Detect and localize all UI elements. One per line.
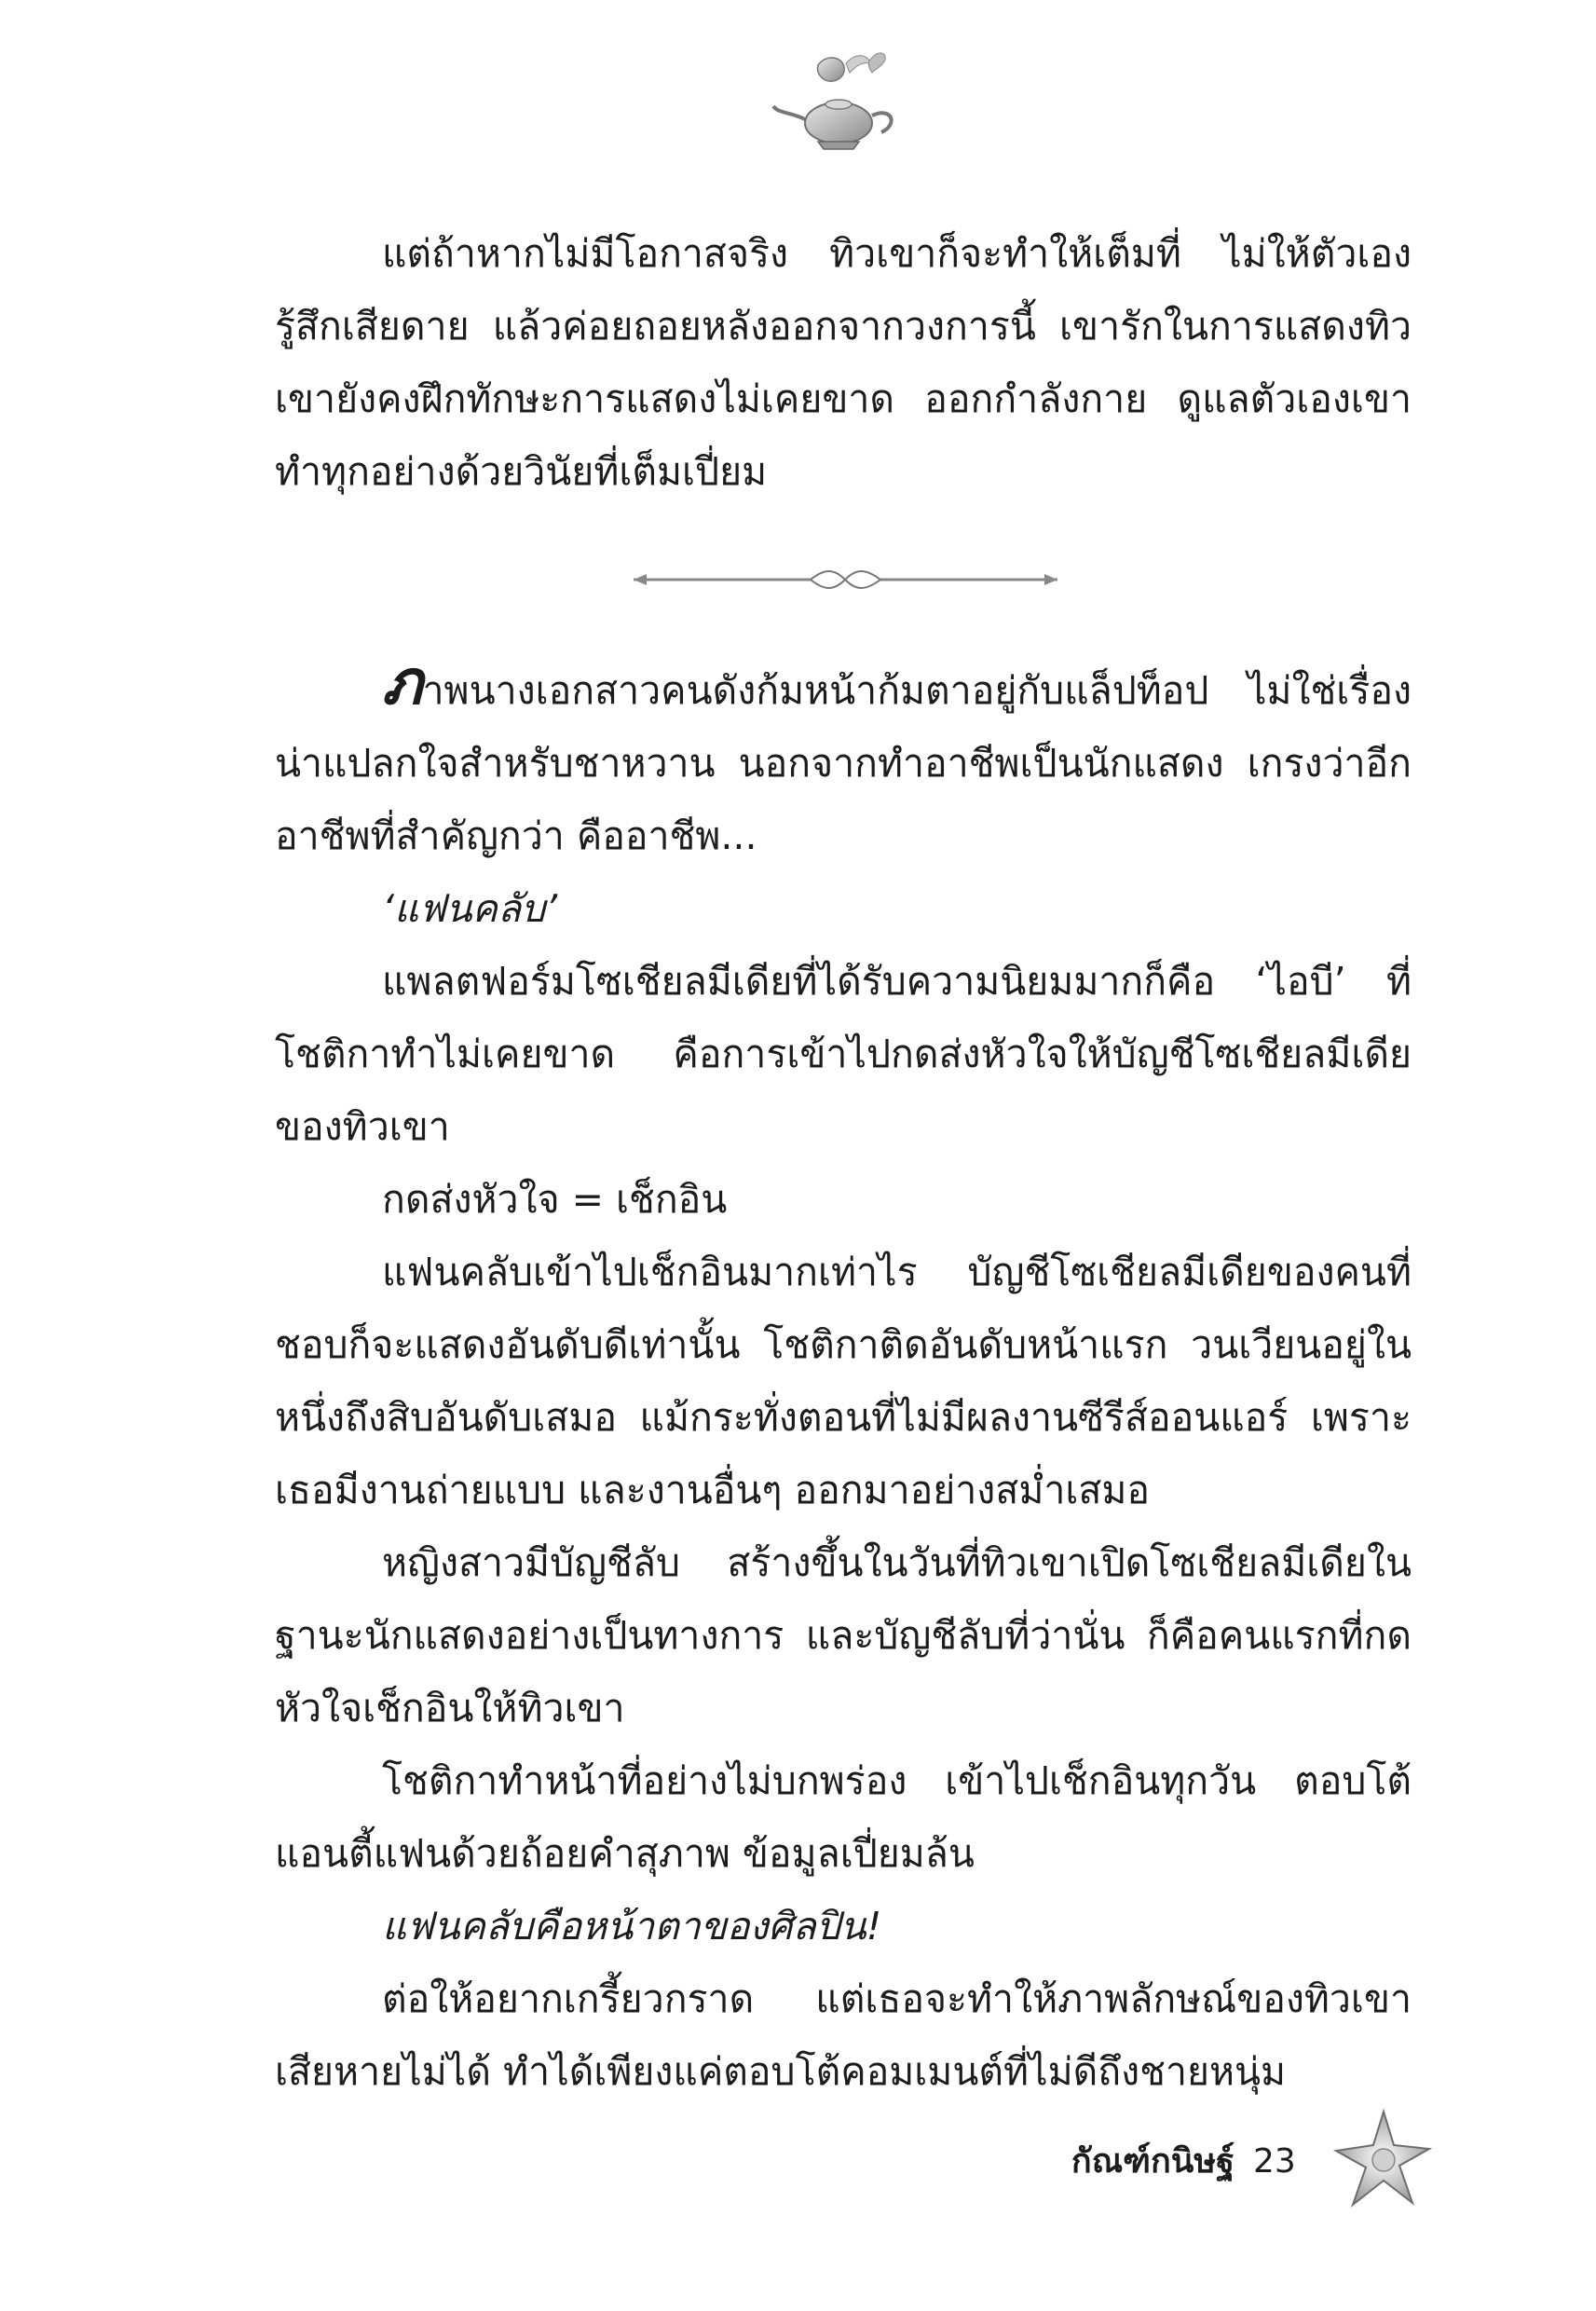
drop-cap: ภ: [382, 647, 423, 718]
paragraph: แพลตฟอร์มโซเชียลมีเดียที่ได้รับความนิยมมากก็คือ ‘ไอบี’ ที่โชติกาทำไม่เคยขาด คือการเข้าไปกดส่งหัวใจให้บัญชีโซเชียลมีเดียของทิวเขา: [275, 959, 1412, 1149]
star-icon: [1332, 2108, 1435, 2210]
section-one: [275, 217, 1412, 508]
book-title: กัณฑ์กนิษฐ์: [1071, 2142, 1235, 2181]
paragraph: กดส่งหัวใจ = เช็กอิน: [382, 1177, 728, 1222]
paragraph-opening: [275, 647, 1412, 872]
section-two: [275, 647, 1412, 2108]
paragraph: ต่อให้อยากเกรี้ยวกราด แต่เธอจะทำให้ภาพลักษณ์ของทิวเขาเสียหายไม่ได้ ทำได้เพียงแค่ตอบโต้คอมเมนต์ที่ไม่ดีถึงชายหนุ่ม: [275, 1976, 1412, 2094]
paragraph: แฟนคลับคือหน้าตาของศิลปิน!: [382, 1904, 882, 1949]
paragraph: แต่ถ้าหากไม่มีโอกาสจริง ทิวเขาก็จะทำให้เต็มที่ ไม่ให้ตัวเองรู้สึกเสียดาย แล้วค่อยถอยหลังออกจากวงการนี้ เขารักในการแสดงทิวเขายังคงฝึกทักษะการแสดงไม่เคยขาด ออกกำลังกาย ดูแลตัวเองเขาทำทุกอย่างด้วยวินัยที่เต็มเปี่ยม: [275, 231, 1412, 494]
scroll-divider-icon: [634, 559, 1057, 600]
paragraph: ‘แฟนคลับ’: [382, 886, 558, 931]
paragraph: หญิงสาวมีบัญชีลับ สร้างขึ้นในวันที่ทิวเขาเปิดโซเชียลมีเดียในฐานะนักแสดงอย่างเป็นทางการ และบัญชีลับที่ว่านั่น ก็คือคนแรกที่กดหัวใจเช็กอินให้ทิวเขา: [275, 1540, 1412, 1730]
paragraph-text: าพนางเอกสาวคนดังก้มหน้าก้มตาอยู่กับแล็ปท็อป ไม่ใช่เรื่องน่าแปลกใจสำหรับชาหวาน นอกจากทำอาชีพเป็นนักแสดง เกรงว่าอีกอาชีพที่สำคัญกว่า คืออาชีพ...: [275, 668, 1412, 858]
teapot-cupid-icon: [753, 47, 930, 158]
paragraph: โชติกาทำหน้าที่อย่างไม่บกพร่อง เข้าไปเช็กอินทุกวัน ตอบโต้แอนตี้แฟนด้วยถ้อยคำสุภาพ ข้อมูลเปี่ยมล้น: [275, 1758, 1412, 1876]
paragraph: แฟนคลับเข้าไปเช็กอินมากเท่าไร บัญชีโซเชียลมีเดียของคนที่ชอบก็จะแสดงอันดับดีเท่านั้น โชติกาติดอันดับหน้าแรก วนเวียนอยู่ในหนึ่งถึงสิบอันดับเสมอ แม้กระทั่งตอนที่ไม่มีผลงานซีรีส์ออนแอร์ เพราะเธอมีงานถ่ายแบบ และงานอื่นๆ ออกมาอย่างสม่ำเสมอ: [275, 1250, 1412, 1512]
page-number: 23: [1253, 2142, 1296, 2181]
